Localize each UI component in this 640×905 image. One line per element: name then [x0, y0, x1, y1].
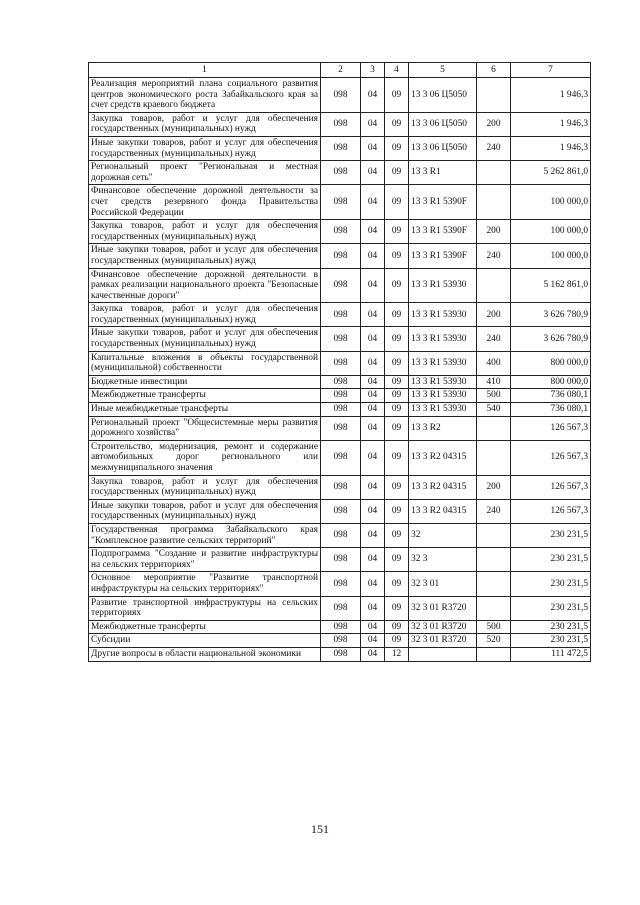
header-cell-5: 5	[409, 63, 477, 78]
row-target-article-cell: 13 3 R1 53930	[409, 268, 477, 303]
row-expense-type-cell	[477, 647, 511, 661]
row-expense-type-cell: 400	[477, 351, 511, 375]
row-subsection-cell: 09	[385, 548, 409, 572]
table-row	[89, 161, 591, 185]
header-cell-4: 4	[385, 63, 409, 78]
row-amount-cell: 126 567,3	[511, 475, 591, 499]
row-expense-type-cell	[477, 161, 511, 185]
row-expense-type-cell: 540	[477, 403, 511, 417]
row-admin-code-cell: 098	[321, 440, 361, 475]
row-name-cell: Межбюджетные трансферты	[89, 620, 321, 634]
row-admin-code-cell: 098	[321, 327, 361, 351]
row-target-article-cell: 13 3 R1 53930	[409, 389, 477, 403]
table-row	[89, 220, 591, 244]
row-section-cell: 04	[361, 523, 385, 547]
row-subsection-cell: 09	[385, 244, 409, 268]
row-subsection-cell: 12	[385, 647, 409, 661]
row-target-article-cell: 13 3 06 Ц5050	[409, 78, 477, 113]
table-row	[89, 596, 591, 620]
row-admin-code-cell: 098	[321, 220, 361, 244]
row-section-cell: 04	[361, 220, 385, 244]
row-expense-type-cell: 240	[477, 327, 511, 351]
table-row	[89, 78, 591, 113]
row-amount-cell: 126 567,3	[511, 440, 591, 475]
row-admin-code-cell: 098	[321, 548, 361, 572]
row-expense-type-cell	[477, 572, 511, 596]
row-amount-cell: 126 567,3	[511, 499, 591, 523]
row-target-article-cell: 13 3 R1 53930	[409, 327, 477, 351]
row-expense-type-cell	[477, 78, 511, 113]
row-amount-cell: 800 000,0	[511, 375, 591, 389]
row-amount-cell: 800 000,0	[511, 351, 591, 375]
row-amount-cell: 230 231,5	[511, 620, 591, 634]
table-row	[89, 572, 591, 596]
row-name-cell: Другие вопросы в области национальной экономики	[89, 647, 321, 661]
table-row	[89, 244, 591, 268]
row-target-article-cell: 13 3 R2 04315	[409, 440, 477, 475]
table-row	[89, 620, 591, 634]
row-section-cell: 04	[361, 161, 385, 185]
row-admin-code-cell: 098	[321, 416, 361, 440]
table-row	[89, 440, 591, 475]
row-expense-type-cell: 500	[477, 389, 511, 403]
row-target-article-cell: 13 3 R1 5390F	[409, 185, 477, 220]
row-expense-type-cell	[477, 596, 511, 620]
row-subsection-cell: 09	[385, 161, 409, 185]
row-subsection-cell: 09	[385, 403, 409, 417]
row-name-cell: Закупка товаров, работ и услуг для обеспечения государственных (муниципальных) нужд	[89, 112, 321, 136]
row-target-article-cell: 13 3 R1 53930	[409, 351, 477, 375]
row-amount-cell: 111 472,5	[511, 647, 591, 661]
row-admin-code-cell: 098	[321, 136, 361, 160]
budget-table	[88, 62, 591, 662]
row-amount-cell: 230 231,5	[511, 572, 591, 596]
row-section-cell: 04	[361, 634, 385, 648]
row-admin-code-cell: 098	[321, 523, 361, 547]
row-section-cell: 04	[361, 389, 385, 403]
row-target-article-cell: 13 3 R2 04315	[409, 499, 477, 523]
row-name-cell: Региональный проект "Региональная и местная дорожная сеть"	[89, 161, 321, 185]
row-amount-cell: 3 626 780,9	[511, 327, 591, 351]
row-section-cell: 04	[361, 475, 385, 499]
row-section-cell: 04	[361, 596, 385, 620]
row-amount-cell: 100 000,0	[511, 185, 591, 220]
row-name-cell: Строительство, модернизация, ремонт и содержание автомобильных дорог регионального или межмуниципального значения	[89, 440, 321, 475]
row-expense-type-cell: 500	[477, 620, 511, 634]
table-row	[89, 499, 591, 523]
row-admin-code-cell: 098	[321, 634, 361, 648]
row-section-cell: 04	[361, 244, 385, 268]
row-section-cell: 04	[361, 499, 385, 523]
row-expense-type-cell	[477, 548, 511, 572]
row-subsection-cell: 09	[385, 440, 409, 475]
row-admin-code-cell: 098	[321, 78, 361, 113]
row-subsection-cell: 09	[385, 220, 409, 244]
table-row	[89, 647, 591, 661]
row-name-cell: Финансовое обеспечение дорожной деятельности в рамках реализации национального проекта "Безопасные качественные дороги"	[89, 268, 321, 303]
row-name-cell: Основное мероприятие "Развитие транспортной инфраструктуры на сельских территориях"	[89, 572, 321, 596]
row-name-cell: Межбюджетные трансферты	[89, 389, 321, 403]
row-name-cell: Капитальные вложения в объекты государственной (муниципальной) собственности	[89, 351, 321, 375]
row-expense-type-cell: 240	[477, 136, 511, 160]
row-section-cell: 04	[361, 403, 385, 417]
row-name-cell: Иные закупки товаров, работ и услуг для обеспечения государственных (муниципальных) нужд	[89, 499, 321, 523]
row-expense-type-cell	[477, 268, 511, 303]
row-admin-code-cell: 098	[321, 620, 361, 634]
row-admin-code-cell: 098	[321, 161, 361, 185]
row-name-cell: Субсидии	[89, 634, 321, 648]
row-admin-code-cell: 098	[321, 375, 361, 389]
row-name-cell: Реализация мероприятий плана социального развития центров экономического роста Забайкальского края за счет средств краевого бюджета	[89, 78, 321, 113]
table-row	[89, 403, 591, 417]
row-subsection-cell: 09	[385, 596, 409, 620]
row-section-cell: 04	[361, 375, 385, 389]
row-name-cell: Иные закупки товаров, работ и услуг для обеспечения государственных (муниципальных) нужд	[89, 327, 321, 351]
row-name-cell: Закупка товаров, работ и услуг для обеспечения государственных (муниципальных) нужд	[89, 220, 321, 244]
row-name-cell: Иные закупки товаров, работ и услуг для обеспечения государственных (муниципальных) нужд	[89, 244, 321, 268]
row-target-article-cell	[409, 647, 477, 661]
row-expense-type-cell: 200	[477, 303, 511, 327]
row-section-cell: 04	[361, 440, 385, 475]
table-row	[89, 303, 591, 327]
row-expense-type-cell: 240	[477, 244, 511, 268]
row-admin-code-cell: 098	[321, 647, 361, 661]
header-cell-1: 1	[89, 63, 321, 78]
row-subsection-cell: 09	[385, 78, 409, 113]
row-section-cell: 04	[361, 303, 385, 327]
row-amount-cell: 230 231,5	[511, 548, 591, 572]
row-expense-type-cell	[477, 440, 511, 475]
row-expense-type-cell	[477, 185, 511, 220]
row-target-article-cell: 13 3 R1 53930	[409, 375, 477, 389]
row-amount-cell: 230 231,5	[511, 596, 591, 620]
row-amount-cell: 736 080,1	[511, 389, 591, 403]
header-cell-3: 3	[361, 63, 385, 78]
row-expense-type-cell: 200	[477, 220, 511, 244]
row-section-cell: 04	[361, 78, 385, 113]
row-subsection-cell: 09	[385, 136, 409, 160]
row-section-cell: 04	[361, 548, 385, 572]
row-admin-code-cell: 098	[321, 351, 361, 375]
row-target-article-cell: 32 3 01 R3720	[409, 634, 477, 648]
row-name-cell: Бюджетные инвестиции	[89, 375, 321, 389]
table-row	[89, 523, 591, 547]
row-amount-cell: 736 080,1	[511, 403, 591, 417]
row-section-cell: 04	[361, 572, 385, 596]
row-section-cell: 04	[361, 327, 385, 351]
row-section-cell: 04	[361, 620, 385, 634]
row-admin-code-cell: 098	[321, 268, 361, 303]
row-admin-code-cell: 098	[321, 572, 361, 596]
row-subsection-cell: 09	[385, 375, 409, 389]
row-section-cell: 04	[361, 416, 385, 440]
row-target-article-cell: 13 3 R1	[409, 161, 477, 185]
page-number: 151	[311, 822, 329, 836]
row-admin-code-cell: 098	[321, 596, 361, 620]
table-header	[89, 63, 591, 78]
row-amount-cell: 3 626 780,9	[511, 303, 591, 327]
row-subsection-cell: 09	[385, 268, 409, 303]
row-target-article-cell: 13 3 R1 5390F	[409, 220, 477, 244]
row-subsection-cell: 09	[385, 351, 409, 375]
row-expense-type-cell	[477, 523, 511, 547]
table-row	[89, 634, 591, 648]
row-admin-code-cell: 098	[321, 403, 361, 417]
row-subsection-cell: 09	[385, 185, 409, 220]
row-target-article-cell: 13 3 R1 53930	[409, 403, 477, 417]
row-subsection-cell: 09	[385, 389, 409, 403]
row-amount-cell: 5 262 861,0	[511, 161, 591, 185]
row-expense-type-cell: 200	[477, 112, 511, 136]
row-section-cell: 04	[361, 351, 385, 375]
row-target-article-cell: 32	[409, 523, 477, 547]
table-row	[89, 136, 591, 160]
row-subsection-cell: 09	[385, 112, 409, 136]
row-subsection-cell: 09	[385, 416, 409, 440]
row-section-cell: 04	[361, 647, 385, 661]
row-target-article-cell: 13 3 R2	[409, 416, 477, 440]
header-cell-6: 6	[477, 63, 511, 78]
row-target-article-cell: 32 3 01 R3720	[409, 596, 477, 620]
row-admin-code-cell: 098	[321, 303, 361, 327]
row-admin-code-cell: 098	[321, 244, 361, 268]
row-amount-cell: 230 231,5	[511, 634, 591, 648]
row-target-article-cell: 32 3	[409, 548, 477, 572]
row-amount-cell: 1 946,3	[511, 78, 591, 113]
row-expense-type-cell	[477, 416, 511, 440]
row-admin-code-cell: 098	[321, 185, 361, 220]
row-expense-type-cell: 240	[477, 499, 511, 523]
row-expense-type-cell: 200	[477, 475, 511, 499]
row-amount-cell: 5 162 861,0	[511, 268, 591, 303]
row-expense-type-cell: 410	[477, 375, 511, 389]
row-section-cell: 04	[361, 136, 385, 160]
row-section-cell: 04	[361, 112, 385, 136]
row-amount-cell: 1 946,3	[511, 112, 591, 136]
row-amount-cell: 1 946,3	[511, 136, 591, 160]
row-name-cell: Региональный проект "Общесистемные меры развития дорожного хозяйства"	[89, 416, 321, 440]
row-subsection-cell: 09	[385, 634, 409, 648]
table-row	[89, 389, 591, 403]
row-target-article-cell: 13 3 06 Ц5050	[409, 112, 477, 136]
table-row	[89, 416, 591, 440]
row-name-cell: Иные межбюджетные трансферты	[89, 403, 321, 417]
table-row	[89, 548, 591, 572]
row-subsection-cell: 09	[385, 523, 409, 547]
table-body	[89, 78, 591, 662]
table-row	[89, 351, 591, 375]
table-row	[89, 185, 591, 220]
row-admin-code-cell: 098	[321, 499, 361, 523]
row-admin-code-cell: 098	[321, 475, 361, 499]
row-target-article-cell: 32 3 01	[409, 572, 477, 596]
header-row	[89, 63, 591, 78]
row-target-article-cell: 32 3 01 R3720	[409, 620, 477, 634]
row-subsection-cell: 09	[385, 620, 409, 634]
row-target-article-cell: 13 3 R2 04315	[409, 475, 477, 499]
row-amount-cell: 100 000,0	[511, 220, 591, 244]
row-name-cell: Развитие транспортной инфраструктуры на сельских территориях	[89, 596, 321, 620]
row-admin-code-cell: 098	[321, 112, 361, 136]
row-admin-code-cell: 098	[321, 389, 361, 403]
row-amount-cell: 126 567,3	[511, 416, 591, 440]
row-section-cell: 04	[361, 185, 385, 220]
table-row	[89, 327, 591, 351]
row-subsection-cell: 09	[385, 327, 409, 351]
row-name-cell: Закупка товаров, работ и услуг для обеспечения государственных (муниципальных) нужд	[89, 475, 321, 499]
table-row	[89, 375, 591, 389]
row-amount-cell: 230 231,5	[511, 523, 591, 547]
header-cell-2: 2	[321, 63, 361, 78]
row-amount-cell: 100 000,0	[511, 244, 591, 268]
row-name-cell: Государственная программа Забайкальского края "Комплексное развитие сельских территорий"	[89, 523, 321, 547]
header-cell-7: 7	[511, 63, 591, 78]
row-name-cell: Закупка товаров, работ и услуг для обеспечения государственных (муниципальных) нужд	[89, 303, 321, 327]
row-subsection-cell: 09	[385, 572, 409, 596]
row-subsection-cell: 09	[385, 303, 409, 327]
table-row	[89, 475, 591, 499]
row-section-cell: 04	[361, 268, 385, 303]
row-target-article-cell: 13 3 R1 53930	[409, 303, 477, 327]
row-target-article-cell: 13 3 R1 5390F	[409, 244, 477, 268]
row-name-cell: Иные закупки товаров, работ и услуг для обеспечения государственных (муниципальных) нужд	[89, 136, 321, 160]
row-name-cell: Подпрограмма "Создание и развитие инфраструктуры на сельских территориях"	[89, 548, 321, 572]
row-expense-type-cell: 520	[477, 634, 511, 648]
row-subsection-cell: 09	[385, 475, 409, 499]
table-row	[89, 112, 591, 136]
row-name-cell: Финансовое обеспечение дорожной деятельности за счет средств резервного фонда Правительства Российской Федерации	[89, 185, 321, 220]
table-row	[89, 268, 591, 303]
row-target-article-cell: 13 3 06 Ц5050	[409, 136, 477, 160]
row-subsection-cell: 09	[385, 499, 409, 523]
